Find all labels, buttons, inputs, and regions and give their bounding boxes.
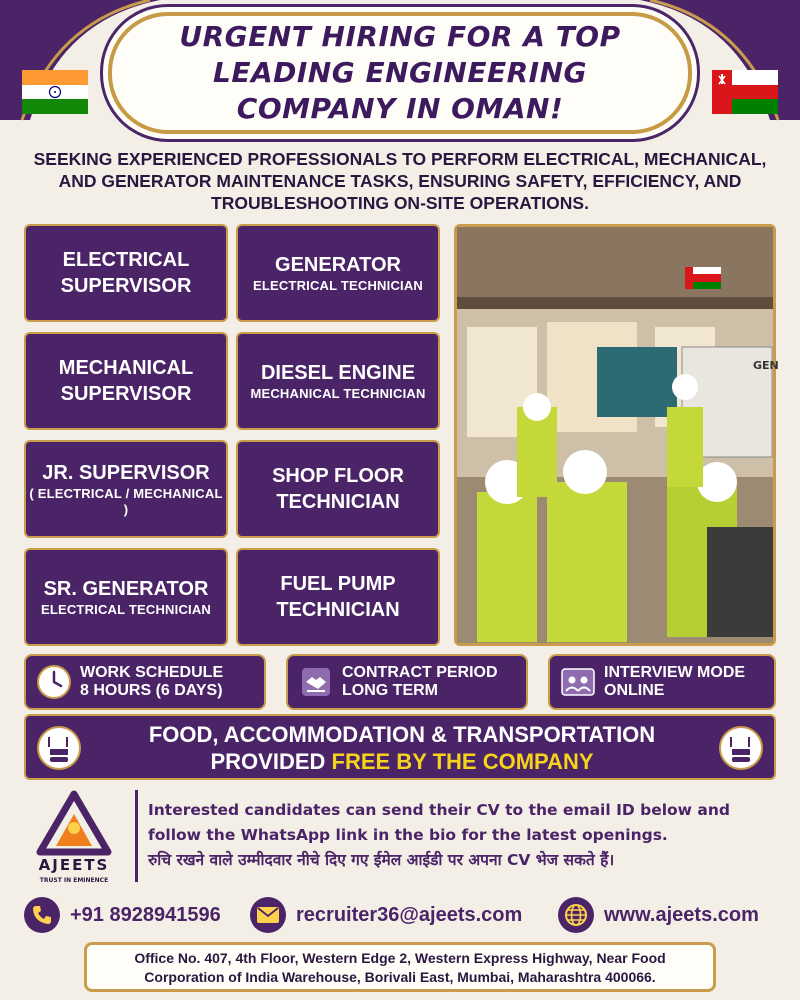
contact-website[interactable] bbox=[558, 896, 759, 934]
address-line-1: Office No. 407, 4th Floor, Western Edge 2, Western Express Highway, Near Food bbox=[134, 950, 666, 966]
ajeets-logo-mark bbox=[22, 790, 126, 886]
globe-icon bbox=[558, 897, 594, 933]
oman-flag-icon bbox=[712, 70, 778, 114]
work-schedule-value: 8 HOURS (6 DAYS) bbox=[80, 682, 223, 699]
cta-line-2: follow the WhatsApp link in the bio for the latest openings. bbox=[148, 826, 668, 844]
office-address bbox=[84, 942, 716, 992]
email-icon bbox=[250, 897, 286, 933]
interview-mode-box bbox=[548, 654, 776, 710]
job-card-mechanical-supervisor bbox=[24, 332, 228, 430]
technicians-workshop-illustration bbox=[457, 227, 779, 643]
contract-period-value: LONG TERM bbox=[342, 682, 438, 699]
job-card-jr-supervisor bbox=[24, 440, 228, 538]
logo-divider bbox=[135, 790, 138, 882]
phone-icon bbox=[24, 897, 60, 933]
benefits-prefix: PROVIDED bbox=[210, 749, 332, 774]
phone-number[interactable]: +91 8928941596 bbox=[70, 903, 221, 926]
contact-email[interactable] bbox=[250, 896, 522, 934]
benefits-banner bbox=[24, 714, 776, 780]
contract-period-box bbox=[286, 654, 528, 710]
logo-wordmark: AJEETS bbox=[38, 856, 110, 874]
address-line-2: Corporation of India Warehouse, Borivali East, Mumbai, Maharashtra 400066. bbox=[144, 969, 656, 985]
job-title: FUEL PUMP TECHNICIAN bbox=[276, 573, 400, 621]
cta-line-1: Interested candidates can send their CV to the email ID below and bbox=[148, 801, 730, 819]
job-subtitle: ( ELECTRICAL / MECHANICAL ) bbox=[29, 486, 223, 517]
interview-mode-label: INTERVIEW MODE bbox=[604, 664, 746, 681]
job-title: DIESEL ENGINE bbox=[260, 362, 416, 384]
job-title: ELECTRICAL SUPERVISOR bbox=[60, 249, 192, 297]
interview-mode-value: ONLINE bbox=[604, 682, 665, 699]
page-title: URGENT HIRING FOR A TOP LEADING ENGINEERING COMPANY IN OMAN! bbox=[179, 20, 621, 125]
title-banner bbox=[108, 12, 692, 134]
benefits-line-2 bbox=[96, 748, 708, 776]
contract-period-label: CONTRACT PERIOD bbox=[342, 664, 498, 681]
benefits-line-1: FOOD, ACCOMMODATION & TRANSPORTATION bbox=[148, 722, 656, 747]
job-title: GENERATOR bbox=[275, 254, 401, 276]
work-schedule-box bbox=[24, 654, 266, 710]
job-subtitle: ELECTRICAL TECHNICIAN bbox=[40, 602, 212, 617]
contact-phone[interactable] bbox=[24, 896, 221, 934]
logo-tagline: TRUST IN EMINENCE bbox=[39, 877, 109, 884]
video-call-icon bbox=[560, 664, 596, 700]
cta-line-3-hindi: रुचि रखने वाले उम्मीदवार नीचे दिए गए ईमेल आईडी पर अपना CV भेज सकते हैं। bbox=[148, 851, 615, 869]
job-title: MECHANICAL SUPERVISOR bbox=[58, 357, 194, 405]
handshake-contract-icon bbox=[298, 664, 334, 700]
job-title: SR. GENERATOR bbox=[43, 578, 209, 600]
job-title: SHOP FLOOR TECHNICIAN bbox=[272, 465, 404, 513]
job-card-fuel-pump-technician bbox=[236, 548, 440, 646]
job-card-shop-floor-technician bbox=[236, 440, 440, 538]
ajeets-logo bbox=[22, 790, 126, 886]
website-url[interactable]: www.ajeets.com bbox=[604, 903, 759, 926]
job-subtitle: ELECTRICAL TECHNICIAN bbox=[252, 278, 424, 293]
job-title: JR. SUPERVISOR bbox=[42, 462, 210, 484]
food-accommodation-transport-icon bbox=[718, 725, 764, 771]
panel-sign-label: GEN bbox=[753, 359, 779, 372]
india-flag-icon bbox=[22, 70, 88, 114]
benefits-highlight: FREE BY THE COMPANY bbox=[331, 749, 594, 774]
job-card-sr-generator-technician bbox=[24, 548, 228, 646]
email-address[interactable]: recruiter36@ajeets.com bbox=[296, 903, 523, 926]
page-subtitle: SEEKING EXPERIENCED PROFESSIONALS TO PERFORM ELECTRICAL, MECHANICAL, AND GENERATOR MAINTENANCE TASKS, ENSURING SAFETY, EFFICIENCY, AND TROUBLESHOOTING ON-SITE OPERATIONS. bbox=[33, 149, 767, 213]
job-subtitle: MECHANICAL TECHNICIAN bbox=[250, 386, 426, 401]
food-accommodation-transport-icon bbox=[36, 725, 82, 771]
work-schedule-label: WORK SCHEDULE bbox=[80, 664, 224, 681]
clock-icon bbox=[36, 664, 72, 700]
workshop-photo bbox=[454, 224, 779, 646]
job-card-generator-technician bbox=[236, 224, 440, 322]
job-card-diesel-engine-technician bbox=[236, 332, 440, 430]
job-card-electrical-supervisor bbox=[24, 224, 228, 322]
cta-text bbox=[148, 798, 788, 873]
